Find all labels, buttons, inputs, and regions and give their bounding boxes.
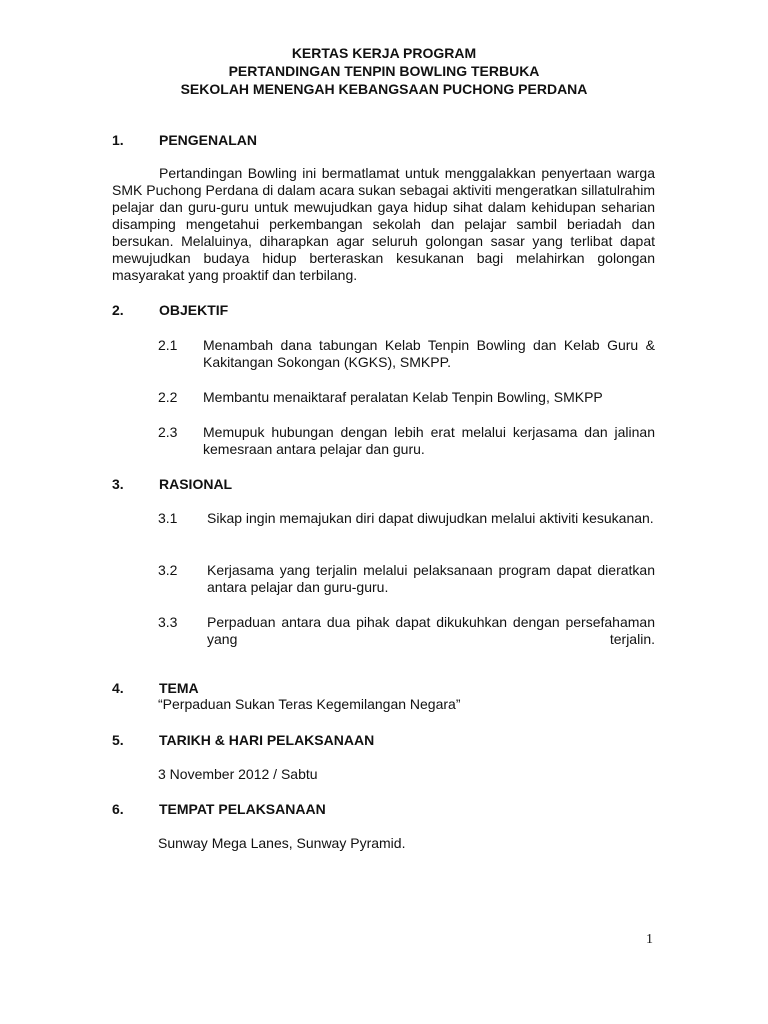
section-title: TEMA [159,680,199,696]
section-title: PENGENALAN [159,132,258,148]
item-text: Memupuk hubungan dengan lebih erat melalui kerjasama dan jalinan kemesraan antara pelajar dan guru. [203,424,655,457]
tarikh-text: 3 November 2012 / Sabtu [158,766,318,782]
pengenalan-paragraph: Pertandingan Bowling ini bermatlamat untuk menggalakkan penyertaan warga SMK Puchong Perdana di dalam acara sukan sebagai aktiviti mengeratkan sillatulrahim pelajar dan guru-guru untuk mewujudkan gaya hidup sihat dalam kehidupan seharian disamping mengetahui perkembangan sekolah dan pelajar sambil beriadah dan bersukan. Melaluinya, diharapkan agar seluruh golongan sasar yang terlibat dapat mewujudkan budaya hidup berteraskan kesukanan bagi melahirkan golongan masyarakat yang proaktif dan terbilang. [112,165,655,283]
item-text: Kerjasama yang terjalin melalui pelaksanaan program dapat dieratkan antara pelajar dan guru-guru. [207,562,655,595]
item-number: 2.3 [158,424,178,440]
item-number: 3.2 [158,562,178,578]
item-number: 2.1 [158,337,178,353]
item-text: Sikap ingin memajukan diri dapat diwujudkan melalui aktiviti kesukanan. [207,510,654,526]
tempat-text: Sunway Mega Lanes, Sunway Pyramid. [158,835,406,851]
section-heading-pengenalan [112,131,257,149]
section-number: 5. [112,732,124,748]
section-title: OBJEKTIF [159,302,229,318]
section-heading-tarikh [112,731,374,749]
item-number: 3.1 [158,510,178,526]
item-number: 2.2 [158,389,178,405]
item-text: Menambah dana tabungan Kelab Tenpin Bowling dan Kelab Guru & Kakitangan Sokongan (KGKS), SMKPP. [203,337,655,370]
section-number: 1. [112,132,124,148]
page-number: 1 [646,932,653,947]
section-heading-tempat [112,800,326,818]
document-title-block [0,44,768,98]
section-heading-objektif [112,301,228,319]
section-title: RASIONAL [159,476,233,492]
item-text: Perpaduan antara dua pihak dapat dikukuhkan dengan persefahaman yang terjalin. [207,614,655,647]
section-title: TEMPAT PELAKSANAAN [159,801,326,817]
title-line-2: PERTANDINGAN TENPIN BOWLING TERBUKA [228,63,540,79]
item-number: 3.3 [158,614,178,630]
section-number: 2. [112,302,124,318]
section-number: 3. [112,476,124,492]
section-title: TARIKH & HARI PELAKSANAAN [159,732,375,748]
tema-text: “Perpaduan Sukan Teras Kegemilangan Negara” [158,696,461,712]
title-line-3: SEKOLAH MENENGAH KEBANGSAAN PUCHONG PERDANA [180,81,588,97]
section-number: 6. [112,801,124,817]
section-heading-tema [112,679,199,697]
section-number: 4. [112,680,124,696]
item-text: Membantu menaiktaraf peralatan Kelab Tenpin Bowling, SMKPP [203,389,603,405]
title-line-1: KERTAS KERJA PROGRAM [291,45,477,61]
section-heading-rasional [112,475,232,493]
